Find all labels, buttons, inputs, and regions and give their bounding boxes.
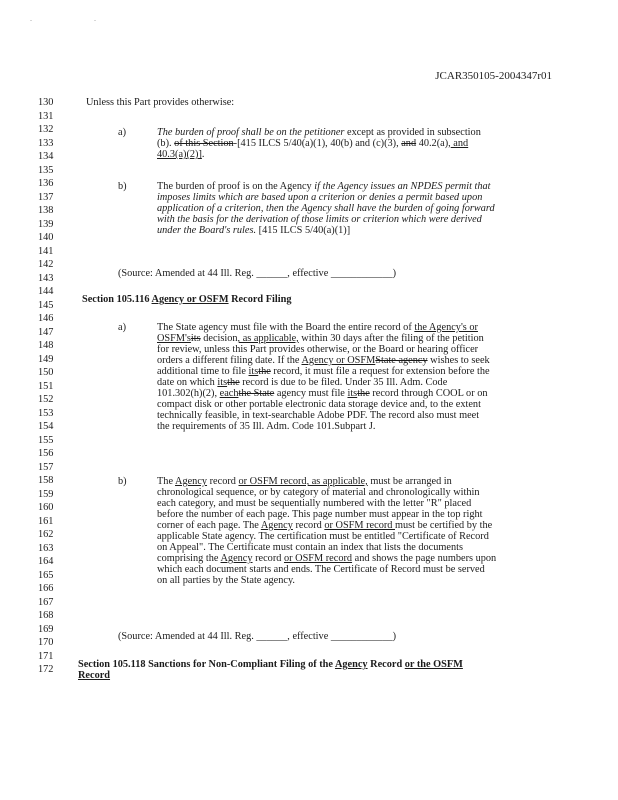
line-number: 151	[38, 380, 54, 392]
line-number: 141	[38, 245, 54, 257]
subsection-b2-line3: each category, and must be sequentially numbered with the letter "R" placed	[157, 498, 472, 509]
underlined-text: its	[347, 388, 358, 399]
intro-text: Unless this Part provides otherwise:	[86, 97, 235, 108]
line-number: 168	[38, 610, 54, 621]
line-number: 159	[38, 488, 54, 500]
struck-text: the	[258, 366, 271, 377]
struck-text: its	[190, 333, 201, 344]
underlined-text: the Agency's or	[414, 322, 478, 333]
line-number: 130	[38, 97, 54, 108]
line-number: 163	[38, 542, 54, 554]
text-run: and shows the page numbers upon	[352, 553, 497, 564]
text-run: record	[207, 476, 239, 487]
text-run: comprising the	[157, 553, 221, 564]
text-run: additional time to file	[157, 366, 249, 377]
text-run: Record	[367, 659, 405, 670]
line-number: 169	[38, 623, 54, 635]
line-number: 162	[38, 529, 54, 540]
line-number: 139	[38, 218, 54, 230]
line-number: 154	[38, 421, 54, 432]
line-number: 144	[38, 286, 54, 297]
struck-text: of this Section	[174, 138, 234, 149]
underlined-text: or the OSFM	[404, 659, 463, 670]
struck-text: State agency	[375, 355, 428, 366]
subsection-b2-line10: on all parties by the State agency.	[157, 575, 296, 586]
text-run: date on which	[157, 377, 218, 388]
text-run: within 30 days after the filing of the petition	[298, 333, 484, 344]
text-run: record	[252, 553, 284, 564]
text-run: wishes to seek	[427, 355, 490, 366]
subsection-b2-line6: applicable State agency. The certification must be entitled "Certificate of Record	[157, 531, 489, 542]
text-run: record	[292, 520, 325, 531]
line-number: 134	[38, 151, 54, 162]
subsection-b2-line4: before the number of each page. This page number must appear in the top right	[157, 509, 483, 520]
line-number: 156	[38, 448, 54, 459]
line-number: 132	[38, 124, 54, 135]
subsection-a1-line2	[157, 138, 468, 149]
subsection-a2-line3: for review, unless this Part provides otherwise, or the Board or hearing officer	[157, 344, 479, 355]
subsection-b2-line1	[157, 476, 452, 487]
subsection-a1-line1	[157, 127, 481, 138]
line-number: 131	[38, 110, 54, 122]
line-number: 158	[38, 475, 54, 486]
subsection-a2-line4	[157, 355, 490, 366]
section-105-118-heading-cont	[78, 670, 110, 681]
subsection-a2-line6	[157, 377, 447, 388]
underlined-text: Agency or OSFM	[301, 355, 376, 366]
line-number: 164	[38, 556, 54, 567]
line-number: 170	[38, 637, 54, 648]
struck-text: and	[401, 138, 417, 149]
subsection-b2-line9: which each document starts and ends. The Certificate of Record must be served	[157, 564, 485, 575]
subsection-a2-line10: the requirements of 35 Ill. Adm. Code 101.Subpart J.	[157, 421, 376, 432]
subsection-a2-line2	[157, 333, 484, 344]
line-number: 161	[38, 515, 54, 527]
line-number: 172	[38, 664, 54, 675]
line-number: 147	[38, 326, 54, 338]
line-number: 148	[38, 340, 54, 351]
struck-text: the State	[238, 388, 275, 399]
line-number: 167	[38, 596, 54, 608]
text-run: Record Filing	[228, 294, 292, 305]
italic-text: under the Board's rules.	[157, 225, 257, 236]
line-number: 165	[38, 569, 54, 581]
text-run: 101.302(h)(2),	[157, 388, 220, 399]
subsection-b2-line8	[157, 553, 496, 564]
text-run: corner of each page. The	[157, 520, 261, 531]
document-id-header: JCAR350105-2004347r01	[435, 70, 552, 82]
underlined-text: Agency	[260, 520, 293, 531]
text-run: must be arranged in	[367, 476, 452, 487]
underlined-text: and	[450, 138, 469, 149]
text-run: record, it must file a request for extension before the	[270, 366, 490, 377]
text-run: The	[157, 476, 176, 487]
underlined-text: Agency	[175, 476, 208, 487]
line-number: 136	[38, 178, 54, 189]
underlined-text: its	[248, 366, 259, 377]
scan-specks: . .	[30, 14, 126, 23]
underlined-text: Agency	[220, 553, 253, 564]
section-105-118-heading	[78, 659, 463, 670]
subsection-b1-line2: imposes limits which are based upon a criterion or denies a permit based upon	[157, 192, 483, 203]
text-run: except as provided in subsection	[344, 127, 481, 138]
underlined-text: OSFM's	[157, 333, 191, 344]
line-number: 171	[38, 650, 54, 662]
subsection-a2-label: a)	[118, 322, 126, 333]
line-number: 149	[38, 353, 54, 365]
line-number: 142	[38, 259, 54, 270]
underlined-text: Agency or OSFM	[151, 294, 229, 305]
underlined-text: 40.3(a)(2)]	[157, 149, 202, 160]
underlined-text: Agency	[334, 659, 368, 670]
underlined-text: each	[219, 388, 239, 399]
text-run: .	[201, 149, 205, 160]
subsection-b2-label: b)	[118, 476, 127, 487]
subsection-a2-line9: technically feasible, in text-searchable Adobe PDF. The record also must meet	[157, 410, 480, 421]
struck-text: the	[357, 388, 370, 399]
underlined-text: its	[217, 377, 228, 388]
struck-text: the	[227, 377, 240, 388]
line-number: 138	[38, 205, 54, 216]
line-number: 153	[38, 407, 54, 419]
text-run: Section 105.118 Sanctions for Non-Compliant Filing of the	[78, 659, 335, 670]
underlined-text: , as applicable,	[237, 333, 299, 344]
line-number: 140	[38, 232, 54, 243]
line-number: 152	[38, 394, 54, 405]
subsection-a2-line5	[157, 366, 490, 377]
text-run: record through COOL or on	[369, 388, 488, 399]
underlined-text: Record	[78, 670, 111, 681]
subsection-b2-line5	[157, 520, 492, 531]
underlined-text: or OSFM record, as applicable,	[238, 476, 368, 487]
line-number: 133	[38, 137, 54, 149]
subsection-b1-line1	[157, 181, 491, 192]
subsection-b1-line3: application of a criterion, then the Agency shall have the burden of going forward	[157, 203, 495, 214]
text-run: must be certified by the	[395, 520, 493, 531]
line-number: 143	[38, 272, 54, 284]
italic-text: if the Agency issues an NPDES permit that	[314, 181, 491, 192]
text-run: Section 105.116	[82, 294, 152, 305]
section-105-116-heading	[82, 294, 291, 305]
text-run: 40.2(a),	[418, 138, 451, 149]
text-run: orders a different filing date. If the	[157, 355, 302, 366]
text-run: The burden of proof is on the Agency	[157, 181, 315, 192]
line-number: 166	[38, 583, 54, 594]
subsection-b2-line7: on Appeal". The Certificate must contain an index that lists the documents	[157, 542, 463, 553]
underlined-text: or OSFM record	[324, 520, 395, 531]
text-run: agency must file	[274, 388, 348, 399]
line-number: 137	[38, 191, 54, 203]
line-number: 155	[38, 434, 54, 446]
text-run: -[415 ILCS 5/40(a)(1), 40(b) and (c)(3),	[233, 138, 399, 149]
text-run: (b).	[157, 138, 172, 149]
text-run: The State agency must file with the Board the entire record of	[157, 322, 415, 333]
subsection-a1-label: a)	[118, 127, 126, 138]
text-run: record is due to be filed. Under 35 Ill. Adm. Code	[239, 377, 448, 388]
source-note-1: (Source: Amended at 44 Ill. Reg. ______, effective ____________)	[118, 268, 397, 279]
subsection-a2-line1	[157, 322, 478, 333]
underlined-text: or OSFM record	[283, 553, 353, 564]
line-number: 135	[38, 164, 54, 176]
subsection-b1-line4: with the basis for the derivation of those limits or criterion which were derived	[157, 214, 482, 225]
subsection-b1-line5	[157, 225, 350, 236]
line-number: 145	[38, 299, 54, 311]
subsection-a2-line7	[157, 388, 488, 399]
italic-text: The burden of proof shall be on the petitioner	[157, 127, 345, 138]
line-number: 146	[38, 313, 54, 324]
subsection-b2-line2: chronological sequence, or by category of material and chronologically within	[157, 487, 480, 498]
line-number: 157	[38, 461, 54, 473]
subsection-a2-line8: compact disk or other portable electronic data storage device and, to the extent	[157, 399, 481, 410]
source-note-2: (Source: Amended at 44 Ill. Reg. ______, effective ____________)	[118, 631, 397, 642]
line-number: 160	[38, 502, 54, 513]
line-number: 150	[38, 367, 54, 378]
text-run: [415 ILCS 5/40(a)(1)]	[256, 225, 351, 236]
subsection-a1-line3	[157, 149, 204, 160]
text-run: decision	[200, 333, 238, 344]
subsection-b1-label: b)	[118, 181, 127, 192]
